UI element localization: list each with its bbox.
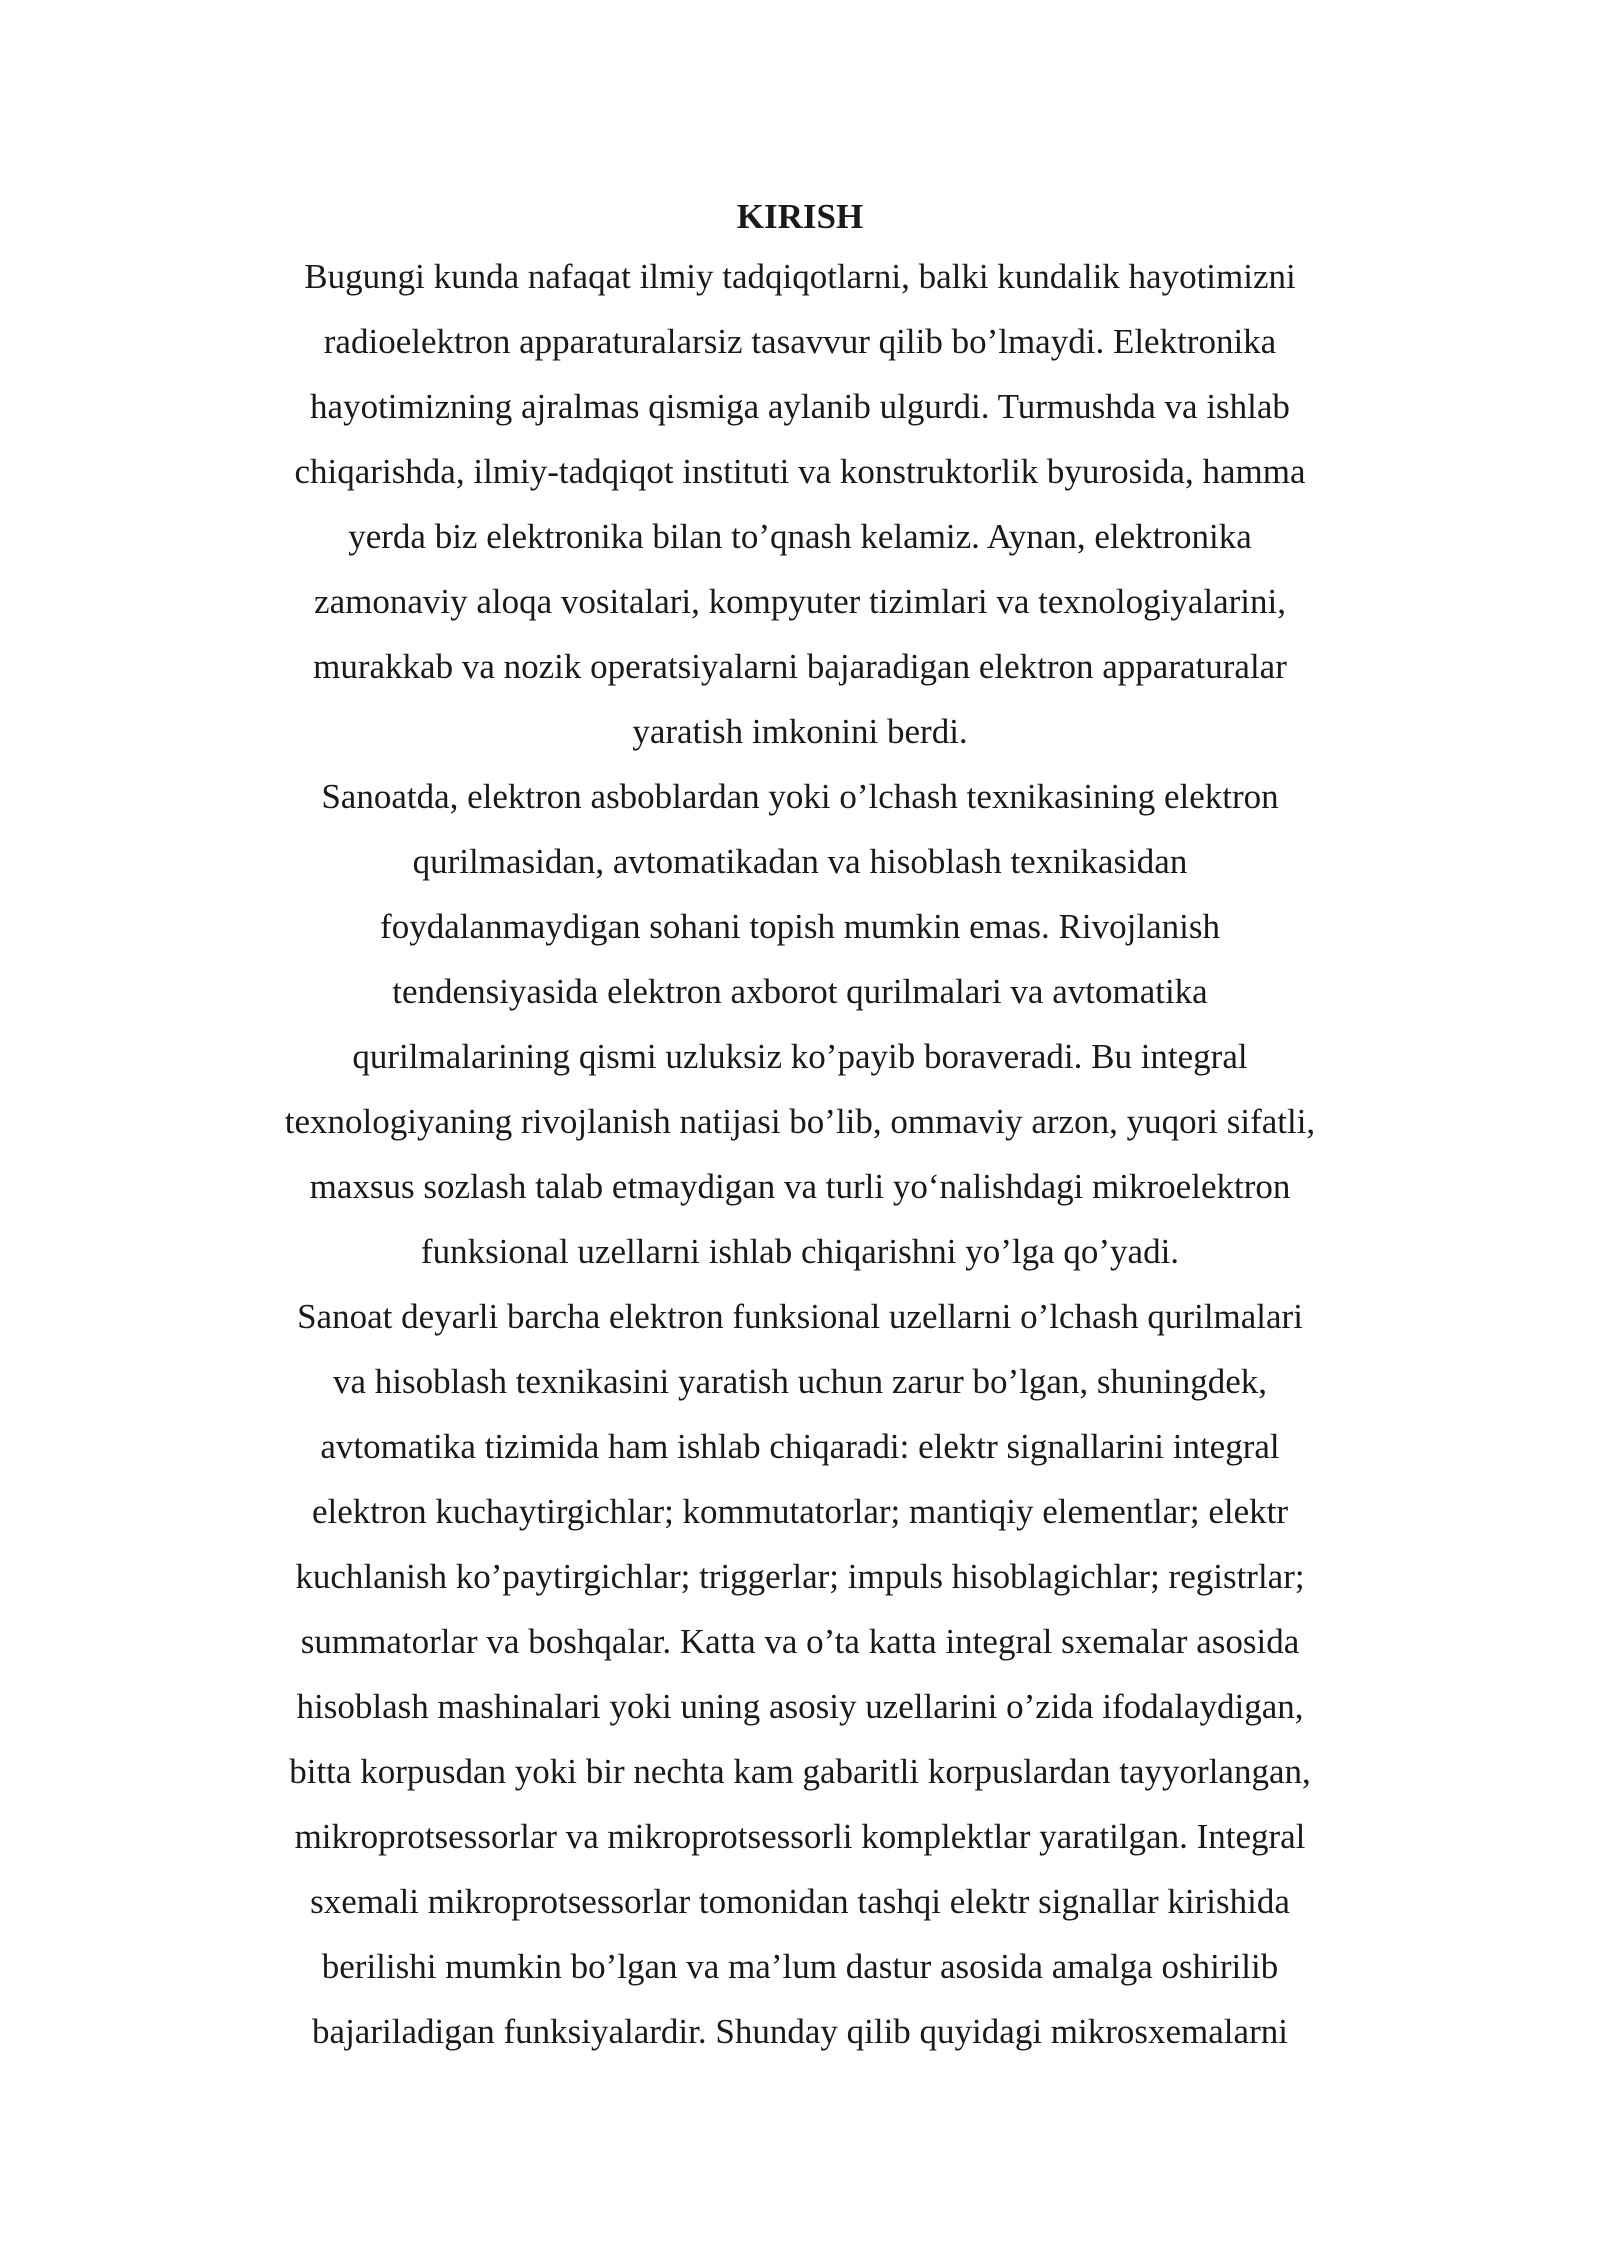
text-line: berilishi mumkin bo’lgan va ma’lum dastur asosida amalga oshirilib	[321, 1947, 1279, 1986]
text-line: qurilmasidan, avtomatikadan va hisoblash texnikasidan	[412, 842, 1188, 881]
text-line: tendensiyasida elektron axborot qurilmalari va avtomatika	[392, 972, 1208, 1011]
page-title: KIRISH	[736, 197, 864, 236]
text-line: summatorlar va boshqalar. Katta va o’ta katta integral sxemalar asosida	[300, 1622, 1300, 1661]
text-line: mikroprotsessorlar va mikroprotsessorli komplektlar yaratilgan. Integral	[294, 1817, 1306, 1856]
text-line: elektron kuchaytirgichlar; kommutatorlar; mantiqiy elementlar; elektr	[311, 1492, 1289, 1531]
text-line: yerda biz elektronika bilan to’qnash kelamiz. Aynan, elektronika	[348, 517, 1252, 556]
text-line: foydalanmaydigan sohani topish mumkin emas. Rivojlanish	[380, 907, 1220, 946]
text-line: hisoblash mashinalari yoki uning asosiy uzellarini o’zida ifodalaydigan,	[296, 1687, 1304, 1726]
text-line: maxsus sozlash talab etmaydigan va turli yo‘nalishdagi mikroelektron	[309, 1167, 1291, 1206]
text-line: bajariladigan funksiyalardir. Shunday qilib quyidagi mikrosxemalarni	[312, 2012, 1288, 2051]
text-line: chiqarishda, ilmiy-tadqiqot instituti va konstruktorlik byurosida, hamma	[294, 452, 1306, 491]
text-line: yaratish imkonini berdi.	[632, 712, 968, 751]
text-line: Sanoatda, elektron asboblardan yoki o’lchash texnikasining elektron	[321, 777, 1279, 816]
text-line: radioelektron apparaturalarsiz tasavvur qilib bo’lmaydi. Elektronika	[323, 322, 1277, 361]
text-line: va hisoblash texnikasini yaratish uchun zarur bo’lgan, shuningdek,	[332, 1362, 1268, 1401]
text-line: zamonaviy aloqa vositalari, kompyuter tizimlari va texnologiyalarini,	[314, 582, 1286, 621]
text-line: murakkab va nozik operatsiyalarni bajaradigan elektron apparaturalar	[313, 647, 1287, 686]
text-line: sxemali mikroprotsessorlar tomonidan tashqi elektr signallar kirishida	[310, 1882, 1290, 1921]
text-line: qurilmalarining qismi uzluksiz ko’payib boraveradi. Bu integral	[352, 1037, 1248, 1076]
text-line: avtomatika tizimida ham ishlab chiqaradi: elektr signallarini integral	[320, 1427, 1280, 1466]
text-line: hayotimizning ajralmas qismiga aylanib ulgurdi. Turmushda va ishlab	[310, 387, 1290, 426]
text-line: texnologiyaning rivojlanish natijasi bo’lib, ommaviy arzon, yuqori sifatli,	[284, 1102, 1316, 1141]
text-line: funksional uzellarni ishlab chiqarishni yo’lga qo’yadi.	[420, 1232, 1180, 1271]
text-line: bitta korpusdan yoki bir nechta kam gabaritli korpuslardan tayyorlangan,	[289, 1752, 1311, 1791]
document-body	[200, 190, 1400, 2064]
text-line: Sanoat deyarli barcha elektron funksional uzellarni o’lchash qurilmalari	[297, 1297, 1303, 1336]
text-line: Bugungi kunda nafaqat ilmiy tadqiqotlarni, balki kundalik hayotimizni	[304, 257, 1296, 296]
text-line: kuchlanish ko’paytirgichlar; triggerlar; impuls hisoblagichlar; registrlar;	[295, 1557, 1305, 1596]
